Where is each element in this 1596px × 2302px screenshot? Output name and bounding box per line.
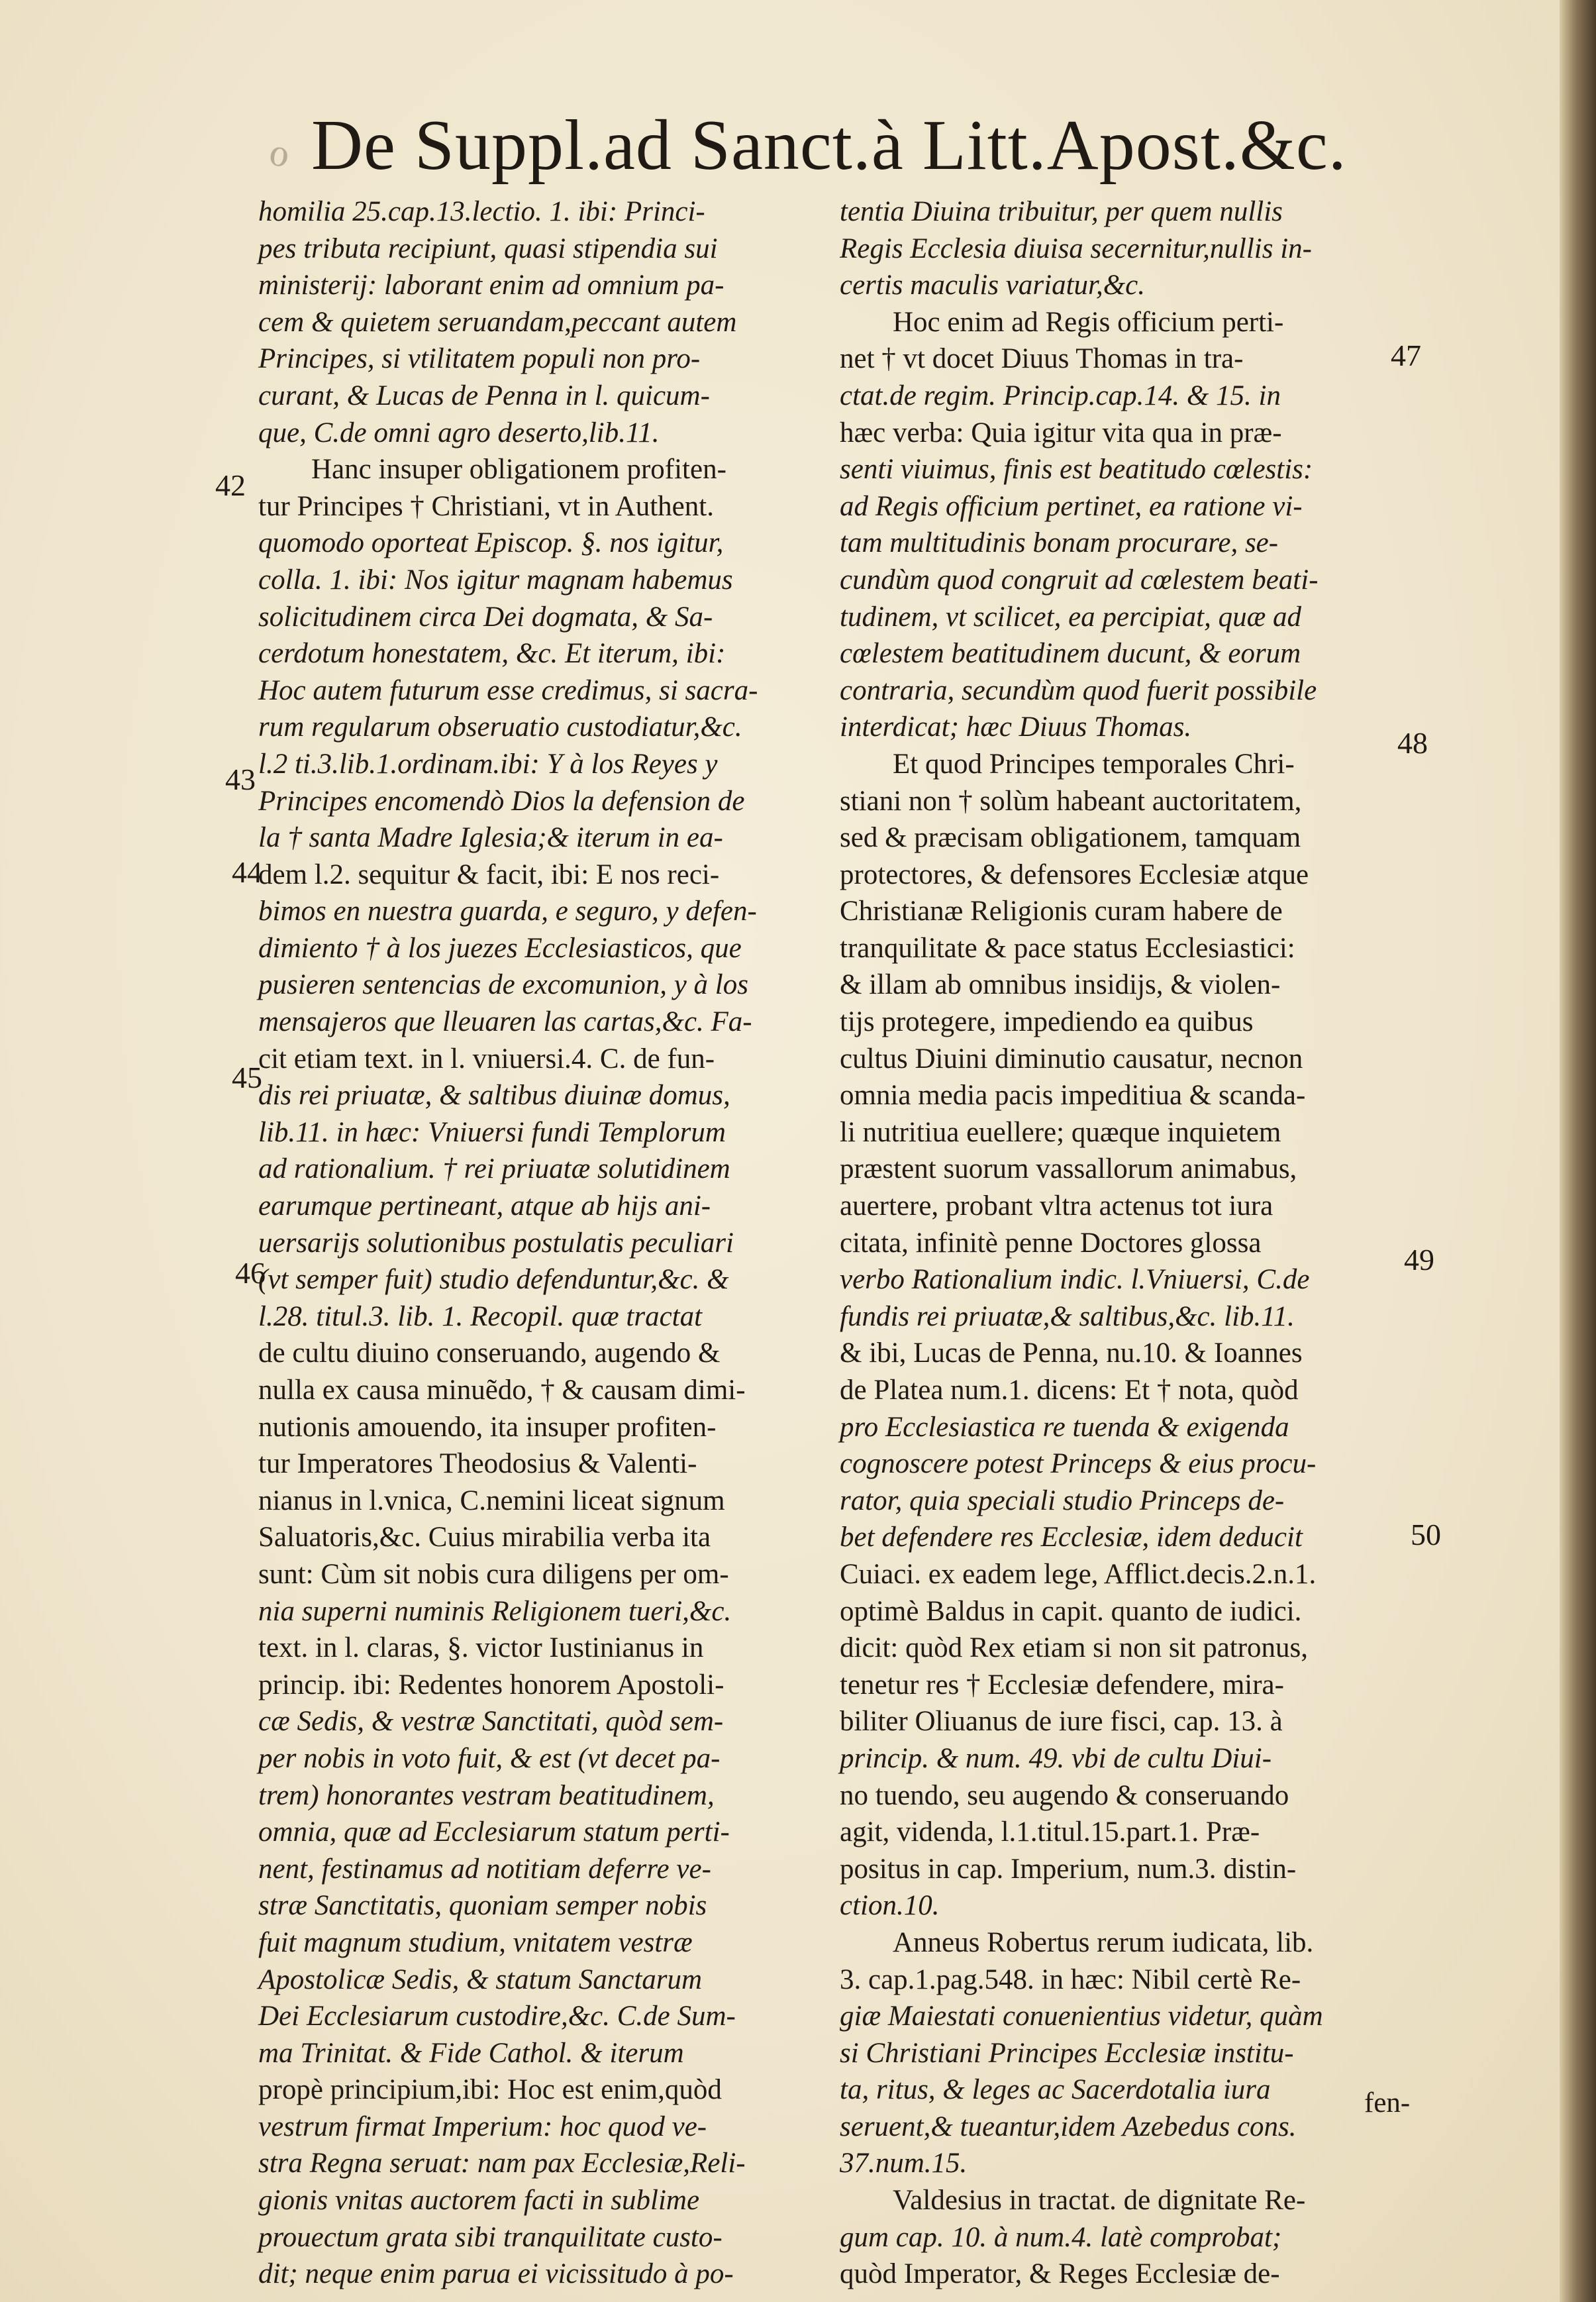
left-text-column [258,193,834,2293]
text-line: earumque pertineant, atque ab hijs ani- [258,1190,711,1222]
text-line: ad rationalium. † rei priuatæ solutidinem [258,1153,730,1185]
margin-number: 50 [1411,1518,1441,1551]
text-line: tam multitudinis bonam procurare, se- [840,527,1279,559]
text-line: protectores, & defensores Ecclesiæ atque [840,859,1309,890]
text-line: nent, festinamus ad notitiam deferre ve- [258,1853,711,1885]
text-line: & illam ab omnibus insidijs, & violen- [840,969,1281,1001]
catchword: fen- [1364,2087,1411,2119]
margin-number: 48 [1397,726,1428,760]
text-line: la † santa Madre Iglesia;& iterum in ea- [258,822,723,854]
text-line: biliter Oliuanus de iure fisci, cap. 13. à [840,1706,1283,1738]
text-line: gum cap. 10. à num.4. latè comprobat; [840,2221,1282,2253]
text-line: nia superni numinis Religionem tueri,&c. [258,1595,732,1627]
text-line: 3. cap.1.pag.548. in hæc: Nibil certè Re- [840,1963,1301,1995]
text-line: contraria, secundùm quod fuerit possibile [840,674,1317,706]
text-line: nulla ex causa minuẽdo, † & causam dimi- [258,1375,746,1406]
text-line: princip. ibi: Redentes honorem Apostoli- [258,1669,724,1700]
text-line: præstent suorum vassallorum animabus, [840,1153,1297,1185]
text-line: pusieren sentencias de excomunion, y à los [258,969,748,1001]
text-line: citata, infinitè penne Doctores glossa [840,1227,1262,1259]
text-line: tijs protegere, impediendo ea quibus [840,1006,1254,1038]
margin-number: 44 [232,855,262,889]
text-line: ma Trinitat. & Fide Cathol. & iterum [258,2037,684,2069]
text-line: cultus Diuini diminutio causatur, necnon [840,1043,1303,1074]
text-line: 37.num.15. [840,2148,968,2179]
text-line: rum regularum obseruatio custodiatur,&c. [258,711,742,743]
margin-number: 46 [235,1256,266,1290]
text-line: quomodo oporteat Episcop. §. nos igitur, [258,527,724,559]
text-line: curant, & Lucas de Penna in l. quicum- [258,380,710,411]
text-line: dis rei priuatæ, & saltibus diuinæ domus, [258,1080,730,1112]
text-line: tenetur res † Ecclesiæ defendere, mira- [840,1669,1284,1700]
text-line: pes tributa recipiunt, quasi stipendia sui [258,233,718,264]
text-line: gionis vnitas auctorem facti in sublime [258,2185,700,2217]
margin-number: 49 [1404,1243,1434,1277]
text-line: Hanc insuper obligationem profiten- [311,454,726,486]
text-line: interdicat; hæc Diuus Thomas. [840,711,1192,743]
text-line: homilia 25.cap.13.lectio. 1. ibi: Princi- [258,196,705,227]
faded-ornament: ℴ [268,125,290,176]
text-line: cundùm quod congruit ad cœlestem beati- [840,564,1319,596]
running-head: De Suppl.ad Sanct.à Litt.Apost.&c. [311,106,1347,185]
margin-number: 42 [215,468,246,502]
text-line: si Christiani Principes Ecclesiæ institu- [840,2037,1294,2069]
text-line: dicit: quòd Rex etiam si non sit patronus, [840,1632,1309,1664]
text-line: Principes encomendò Dios la defension de [258,785,745,817]
text-line: ta, ritus, & leges ac Sacerdotalia iura [840,2074,1271,2106]
text-line: Anneus Robertus rerum iudicata, lib. [893,1926,1314,1958]
text-line: Saluatoris,&c. Cuius mirabilia verba ita [258,1522,711,1553]
text-line: stiani non † solùm habeant auctoritatem, [840,785,1302,817]
text-line: l.28. titul.3. lib. 1. Recopil. quæ tractat [258,1300,703,1332]
text-line: certis maculis variatur,&c. [840,270,1146,301]
text-line: dit; neque enim parua ei vicissitudo à po- [258,2258,734,2290]
text-line: pro Ecclesiastica re tuenda & exigenda [840,1411,1289,1443]
text-line: colla. 1. ibi: Nos igitur magnam habemus [258,564,733,596]
text-line: omnia media pacis impeditiua & scanda- [840,1080,1306,1112]
text-line: cæ Sedis, & vestræ Sanctitati, quòd sem- [258,1706,724,1738]
text-line: solicitudinem circa Dei dogmata, & Sa- [258,601,713,633]
text-line: rator, quia speciali studio Princeps de- [840,1485,1285,1516]
text-line: mensajeros que lleuaren las cartas,&c. Fa- [258,1006,752,1038]
text-line: fuit magnum studium, vnitatem vestræ [258,1926,693,1958]
text-line: cognoscere potest Princeps & eius procu- [840,1448,1317,1480]
text-line: uersarijs solutionibus postulatis peculiari [258,1227,734,1259]
text-line: Regis Ecclesia diuisa secernitur,nullis in- [840,233,1312,264]
text-line: tur Imperatores Theodosius & Valenti- [258,1448,697,1480]
margin-number: 47 [1391,339,1421,372]
text-line: tranquilitate & pace status Ecclesiastici: [840,932,1295,964]
text-line: ministerij: laborant enim ad omnium pa- [258,270,724,301]
text-line: Dei Ecclesiarum custodire,&c. C.de Sum- [258,2001,736,2032]
text-line: vestrum firmat Imperium: hoc quod ve- [258,2111,707,2142]
text-line: Christianæ Religionis curam habere de [840,896,1283,927]
text-line: quòd Imperator, & Reges Ecclesiæ de- [840,2258,1280,2290]
text-line: nianus in l.vnica, C.nemini liceat signum [258,1485,725,1516]
text-line: de cultu diuino conseruando, augendo & [258,1337,721,1369]
text-line: prouectum grata sibi tranquilitate custo- [258,2221,723,2253]
text-line: Valdesius in tractat. de dignitate Re- [893,2185,1306,2217]
text-line: lib.11. in hæc: Vniuersi fundi Templorum [258,1116,726,1148]
text-line: agit, videnda, l.1.titul.15.part.1. Præ- [840,1816,1260,1848]
text-line: Et quod Principes temporales Chri- [893,748,1295,780]
text-line: senti viuimus, finis est beatitudo cœlestis: [840,454,1313,486]
text-line: Cuiaci. ex eadem lege, Afflict.decis.2.n.1. [840,1558,1317,1590]
text-line: sed & præcisam obligationem, tamquam [840,822,1301,854]
text-line: ction.10. [840,1890,940,1922]
text-line: bet defendere res Ecclesiæ, idem deducit [840,1522,1303,1553]
text-line: cerdotum honestatem, &c. Et iterum, ibi: [258,638,726,670]
text-line: li nutritiua euellere; quæque inquietem [840,1116,1281,1148]
text-line: seruent,& tueantur,idem Azebedus cons. [840,2111,1297,2142]
margin-number: 43 [225,762,256,796]
text-line: positus in cap. Imperium, num.3. distin- [840,1853,1297,1885]
text-line: hæc verba: Quia igitur vita qua in præ- [840,417,1282,448]
text-line: Principes, si vtilitatem populi non pro- [258,343,701,375]
text-line: optimè Baldus in capit. quanto de iudici. [840,1595,1302,1627]
text-line: sunt: Cùm sit nobis cura diligens per om- [258,1558,729,1590]
text-line: ctat.de regim. Princip.cap.14. & 15. in [840,380,1281,411]
text-line: omnia, quæ ad Ecclesiarum statum perti- [258,1816,730,1848]
text-line: fundis rei priuatæ,& saltibus,&c. lib.11. [840,1300,1295,1332]
text-line: text. in l. claras, §. victor Iustinianus in [258,1632,704,1664]
text-line: cem & quietem seruandam,peccant autem [258,306,737,338]
text-line: tur Principes † Christiani, vt in Authent. [258,490,714,522]
text-line: auertere, probant vltra actenus tot iura [840,1190,1273,1222]
text-line: cœlestem beatitudinem ducunt, & eorum [840,638,1301,670]
text-line: dimiento † à los juezes Ecclesiasticos, que [258,932,742,964]
text-line: net † vt docet Diuus Thomas in tra- [840,343,1244,375]
text-line: bimos en nuestra guarda, e seguro, y defen- [258,896,757,927]
text-line: Hoc enim ad Regis officium perti- [893,306,1284,338]
right-text-column [840,193,1429,2293]
text-line: verbo Rationalium indic. l.Vniuersi, C.de [840,1264,1310,1296]
text-line: no tuendo, seu augendo & conseruando [840,1779,1289,1811]
text-line: tentia Diuina tribuitur, per quem nullis [840,196,1283,227]
text-line: cit etiam text. in l. vniuersi.4. C. de fun- [258,1043,715,1074]
text-line: & ibi, Lucas de Penna, nu.10. & Ioannes [840,1337,1303,1369]
text-line: l.2 ti.3.lib.1.ordinam.ibi: Y à los Reyes y [258,748,718,780]
text-line: dem l.2. sequitur & facit, ibi: E nos reci- [258,859,720,890]
text-line: giæ Maiestati conuenientius videtur, quàm [840,2001,1323,2032]
text-line: stra Regna seruat: nam pax Ecclesiæ,Reli- [258,2148,746,2179]
text-line: tudinem, vt scilicet, ea percipiat, quæ ad [840,601,1302,633]
text-line: Hoc autem futurum esse credimus, si sacra- [258,674,758,706]
text-line: (vt semper fuit) studio defenduntur,&c. & [258,1264,729,1296]
text-line: propè principium,ibi: Hoc est enim,quòd [258,2074,722,2106]
text-line: que, C.de omni agro deserto,lib.11. [258,417,660,448]
text-line: stræ Sanctitatis, quoniam semper nobis [258,1890,707,1922]
text-line: ad Regis officium pertinet, ea ratione vi- [840,490,1303,522]
margin-number: 45 [232,1061,262,1094]
text-line: princip. & num. 49. vbi de cultu Diui- [840,1742,1272,1774]
text-line: de Platea num.1. dicens: Et † nota, quòd [840,1375,1299,1406]
text-line: nutionis amouendo, ita insuper profiten- [258,1411,717,1443]
text-line: per nobis in voto fuit, & est (vt decet pa- [258,1742,721,1774]
text-line: Apostolicæ Sedis, & statum Sanctarum [258,1963,703,1995]
binding-edge [1560,0,1596,2302]
text-line: trem) honorantes vestram beatitudinem, [258,1779,715,1811]
